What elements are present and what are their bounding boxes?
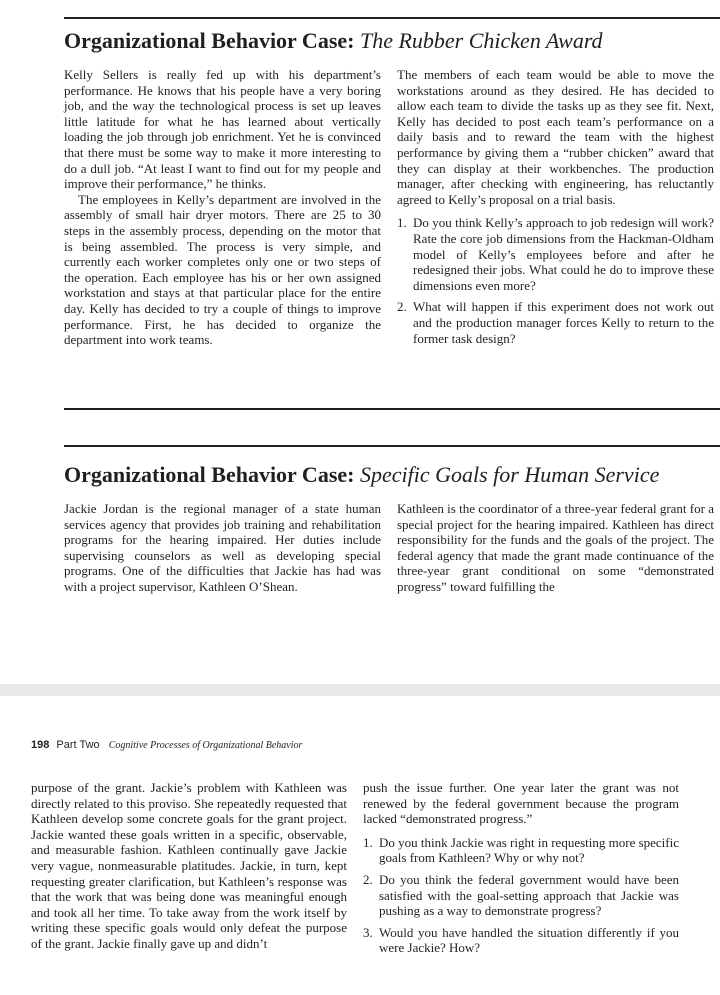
question-item <box>397 215 714 293</box>
question-item <box>363 872 679 919</box>
case2-questions <box>363 835 679 956</box>
continuation-left-column <box>31 780 347 952</box>
question-number: 2. <box>363 871 373 887</box>
question-number: 3. <box>363 924 373 940</box>
case2-right-paragraph: Kathleen is the coordinator of a three-year federal grant for a special project for the hearing impaired. Kathleen has direct responsibility for the funds and the goals of the project. The federal agency that made the grant made continuance of the three-year grant conditional on some “demonstrated progress” toward fulfilling the <box>397 501 714 594</box>
page-gap <box>0 684 720 696</box>
case1-right-column <box>397 67 714 352</box>
continuation-right-paragraph: push the issue further. One year later the grant was not renewed by the federal government because the program lacked “demonstrated progress.” <box>363 780 679 827</box>
case2-top-rule <box>64 445 720 447</box>
question-number: 1. <box>363 834 373 850</box>
question-number: 2. <box>397 299 407 315</box>
question-text: Do you think Jackie was right in requesting more specific goals from Kathleen? Why or why not? <box>379 834 680 866</box>
question-item <box>397 299 714 346</box>
question-number: 1. <box>397 215 407 231</box>
question-text: Do you think Kelly’s approach to job redesign will work? Rate the core job dimensions from the Hackman-Oldham model of Kelly’s employees before and after he redesigned their jobs. What could he do to improve these dimensions even more? <box>413 215 714 293</box>
case1-right-paragraph: The members of each team would be able to move the workstations around as they desired. He has decided to allow each team to divide the tasks up as they see fit. Next, Kelly has decided to post each team’s performance on a daily basis and to reward the team with the highest performance by giving them a “rubber chicken” award that they can display at their workbenches. The production manager, after checking with engineering, has reluctantly agreed to Kelly’s proposal on a trial basis. <box>397 67 714 207</box>
case1-title <box>64 28 603 54</box>
running-header <box>31 738 302 753</box>
continuation-right-column <box>363 780 679 962</box>
case2-left-column <box>64 501 381 595</box>
chapter-title: Cognitive Processes of Organizational Behavior <box>108 740 303 751</box>
case2-title <box>64 462 659 488</box>
case1-left-column <box>64 67 381 348</box>
case2-right-column <box>397 501 714 595</box>
continuation-left-paragraph: purpose of the grant. Jackie’s problem with Kathleen was directly related to this proviso. She repeatedly requested that Kathleen develop some concrete goals for the grant project. Jackie wanted these goals written in a specific, observable, and measurable fashion. Kathleen continually gave Jackie very vague, nonmeasurable platitudes. Jackie, in turn, kept requesting greater clarification, but Kathleen’s response was that the work that was being done was meaningful enough and took all her time. To take away from the work itself by writing these specific goals would only defeat the purpose of the grant. Jackie finally gave up and didn’t <box>31 780 347 951</box>
part-label: Part Two <box>56 739 100 751</box>
case1-questions <box>397 215 714 346</box>
case2-label: Organizational Behavior Case: <box>64 462 355 487</box>
case1-left-paragraph: The employees in Kelly’s department are involved in the assembly of small hair dryer motors. There are 25 to 30 steps in the assembly process, depending on the motor that is being assembled. The process is very simple, and currently each worker completes only one or two steps of the operation. Each employee has his or her own assigned workstation and stays at that particular place for the entire day. Kelly has decided to try a couple of things to improve performance. First, he has decided to organize the department into work teams. <box>64 191 381 348</box>
question-text: Would you have handled the situation differently if you were Jackie? How? <box>379 924 679 956</box>
case2-subtitle: Specific Goals for Human Service <box>359 462 660 487</box>
page-number: 198 <box>31 739 50 751</box>
case1-top-rule <box>64 17 720 19</box>
case1-bottom-rule <box>64 408 720 410</box>
case1-label: Organizational Behavior Case: <box>64 28 355 53</box>
case1-subtitle: The Rubber Chicken Award <box>359 28 603 53</box>
case1-left-paragraph: Kelly Sellers is really fed up with his department’s performance. He knows that his people have a very boring job, and the way the technological process is set up leaves little latitude for what he has learned about vertically loading the job through job enrichment. Yet he is convinced that there must be some way to make it more interesting to do a dull job. “At least I want to find out for my people and improve their performance,” he thinks. <box>64 67 381 192</box>
question-item <box>363 925 679 956</box>
question-text: What will happen if this experiment does not work out and the production manager forces Kelly to return to the former task design? <box>413 299 714 346</box>
question-text: Do you think the federal government would have been satisfied with the goal-setting approach that Jackie was pushing as a way to demonstrate progress? <box>379 871 679 919</box>
question-item <box>363 835 679 866</box>
case2-left-paragraph: Jackie Jordan is the regional manager of a state human services agency that provides job training and rehabilitation programs for the hearing impaired. Her duties include supervising counselors as well as developing special programs. One of the difficulties that Jackie has had was with a project supervisor, Kathleen O’Shean. <box>64 501 381 594</box>
